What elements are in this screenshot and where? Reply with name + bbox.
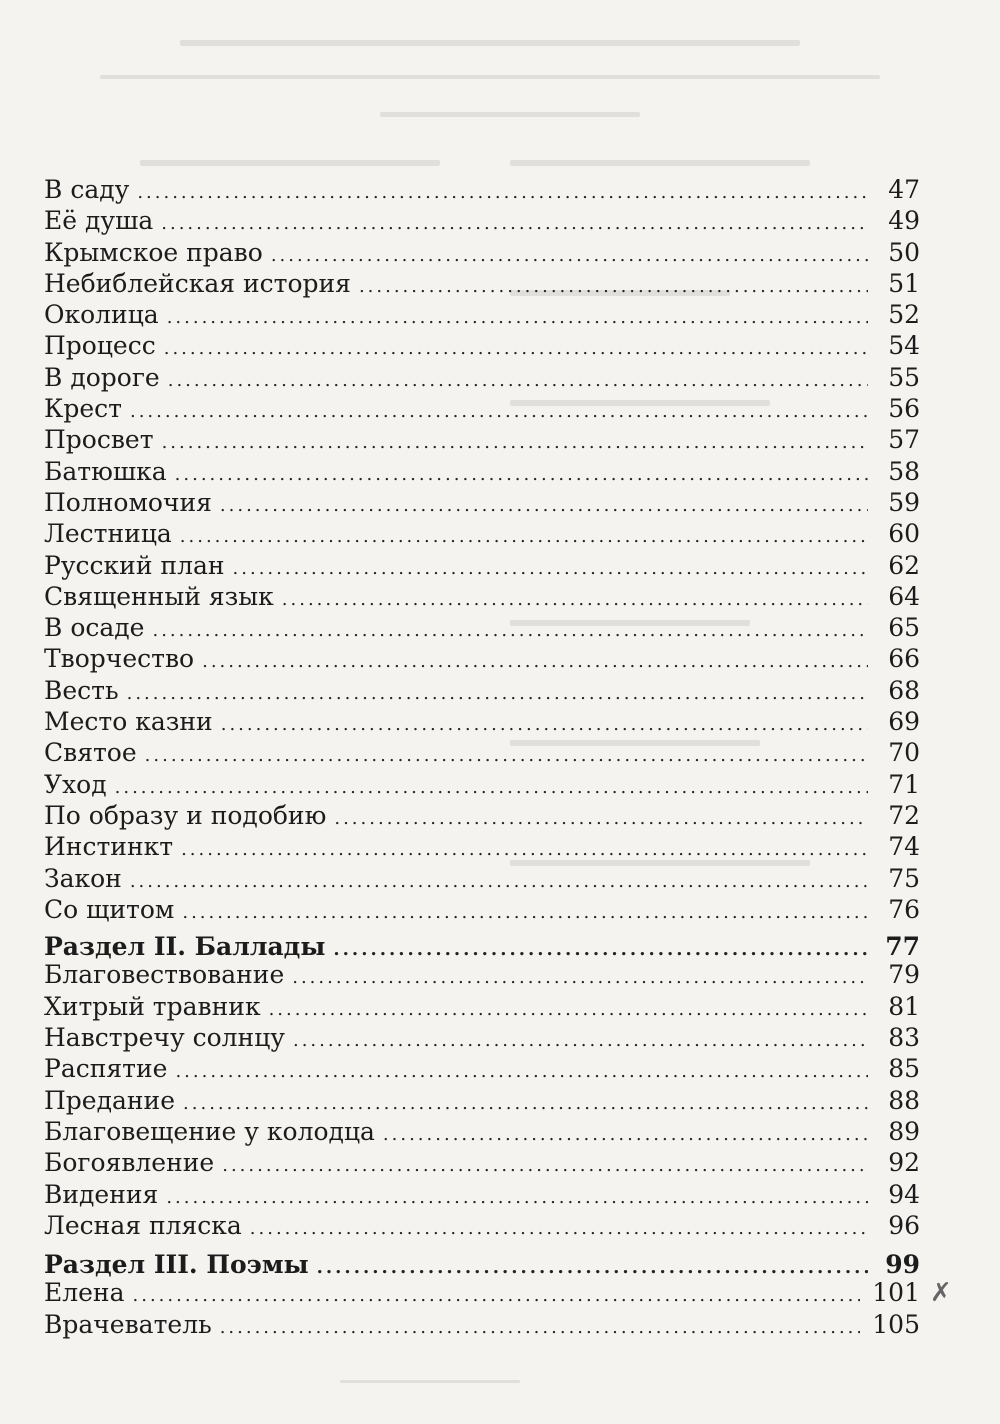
leader-dots (162, 427, 868, 458)
toc-entry (44, 1309, 920, 1340)
toc-entry-page: 64 (888, 581, 920, 611)
toc-entry (44, 769, 920, 800)
toc-entry-page: 74 (888, 832, 920, 862)
toc-entry (44, 991, 920, 1022)
toc-entry-page: 52 (888, 300, 920, 330)
leader-dots (333, 934, 868, 965)
toc-entry-page: 101 (872, 1278, 920, 1308)
leader-dots (180, 521, 868, 552)
toc-entry-title: В осаде (44, 613, 145, 643)
toc-entry (44, 393, 920, 424)
leader-dots (167, 302, 868, 333)
toc-entry-page: 96 (888, 1210, 920, 1240)
toc-entry-title: Предание (44, 1085, 176, 1115)
toc-entry-title: Инстинкт (44, 832, 174, 862)
section-title: Раздел II. Баллады (44, 932, 326, 962)
toc-entry-title: Крымское право (44, 237, 263, 267)
toc-entry-page: 72 (888, 800, 920, 830)
toc-entry-page: 47 (888, 175, 920, 204)
leader-dots (145, 740, 868, 771)
toc-entry (44, 299, 920, 330)
leader-dots (166, 1182, 868, 1213)
toc-entry (44, 1116, 920, 1147)
toc-entry-title: Лесная пляска (44, 1210, 242, 1240)
toc-section-heading (44, 931, 920, 962)
toc-entry-title: Благовествование (44, 960, 285, 990)
toc-entry-title: Со щитом (44, 894, 175, 924)
toc-entry-title: Околица (44, 300, 159, 330)
leader-dots (293, 1025, 868, 1056)
toc-entry (44, 487, 920, 518)
toc-entry-title: Творчество (44, 644, 195, 674)
toc-entry-page: 69 (888, 707, 920, 737)
toc-entry-title: Место казни (44, 707, 213, 737)
leader-dots (282, 584, 868, 615)
toc-entry (44, 1210, 920, 1241)
toc-entry (44, 581, 920, 612)
toc-entry (44, 456, 920, 487)
toc-entry-page: 65 (888, 613, 920, 643)
toc-entry (44, 1277, 920, 1308)
toc-entry-page: 49 (888, 206, 920, 236)
toc-entry (44, 737, 920, 768)
toc-entry-title: Елена (44, 1278, 125, 1308)
toc-entry (44, 1179, 920, 1210)
toc-entry-title: Лестница (44, 519, 172, 549)
leader-dots (133, 1280, 861, 1311)
toc-entry-page: 60 (888, 519, 920, 549)
toc-entry (44, 863, 920, 894)
toc-entry-title: Небиблейская история (44, 268, 351, 298)
leader-dots (152, 615, 868, 646)
toc-entry-page: 62 (888, 550, 920, 580)
toc-entry-title: Врачеватель (44, 1309, 212, 1339)
toc-entry (44, 174, 920, 205)
toc-entry-page: 76 (888, 894, 920, 924)
leader-dots (220, 490, 868, 521)
toc-entry-page: 105 (872, 1309, 920, 1339)
toc-entry-title: Богоявление (44, 1148, 215, 1178)
toc-entry-page: 50 (888, 237, 920, 267)
toc-entry (44, 831, 920, 862)
toc-entry-title: Уход (44, 769, 107, 799)
toc-entry (44, 959, 920, 990)
toc-entry-page: 66 (888, 644, 920, 674)
leader-dots (130, 866, 868, 897)
toc-entry-title: Святое (44, 738, 137, 768)
toc-entry-title: В саду (44, 175, 130, 204)
toc-entry-title: Процесс (44, 331, 156, 361)
pencil-mark-icon: ✗ (930, 1278, 952, 1308)
leader-dots (233, 553, 868, 584)
leader-dots (183, 1088, 868, 1119)
toc-entry-page: 89 (888, 1116, 920, 1146)
leader-dots (175, 1056, 868, 1087)
toc-entry-page: 56 (888, 394, 920, 424)
toc-entry-title: Благовещение у колодца (44, 1116, 375, 1146)
toc-entry-page: 94 (888, 1179, 920, 1209)
leader-dots (222, 1150, 868, 1181)
toc-entry-title: Закон (44, 863, 122, 893)
toc-entry (44, 706, 920, 737)
toc-entry-title: Священный язык (44, 581, 274, 611)
leader-dots (137, 177, 868, 208)
toc-entry (44, 800, 920, 831)
toc-entry (44, 1085, 920, 1116)
toc-entry (44, 1053, 920, 1084)
toc-entry-page: 55 (888, 362, 920, 392)
leader-dots (182, 897, 868, 928)
toc-entry-title: Её душа (44, 206, 154, 236)
toc-entry (44, 518, 920, 549)
toc-entry-page: 58 (888, 456, 920, 486)
toc-entry (44, 1022, 920, 1053)
toc-entry-title: Хитрый травник (44, 991, 261, 1021)
toc-entry (44, 330, 920, 361)
toc-entry-page: 81 (888, 991, 920, 1021)
toc-section-heading (44, 1249, 920, 1280)
leader-dots (220, 1312, 861, 1343)
toc-entry-title: Полномочия (44, 487, 212, 517)
toc-entry-page: 88 (888, 1085, 920, 1115)
toc-entry-page: 70 (888, 738, 920, 768)
toc-entry-page: 75 (888, 863, 920, 893)
leader-dots (250, 1213, 868, 1244)
toc-entry-page: 68 (888, 675, 920, 705)
toc-entry (44, 268, 920, 299)
toc-entry-page: 79 (888, 960, 920, 990)
toc-entry-page: 57 (888, 425, 920, 455)
toc-entry-title: Русский план (44, 550, 225, 580)
leader-dots (164, 333, 868, 364)
leader-dots (130, 396, 868, 427)
toc-entry-page: 54 (888, 331, 920, 361)
section-page: 77 (885, 932, 920, 962)
leader-dots (269, 994, 868, 1025)
toc-entry-title: По образу и подобию (44, 800, 327, 830)
toc-entry (44, 205, 920, 236)
toc-entry-title: Распятие (44, 1054, 168, 1084)
toc-entry-page: 85 (888, 1054, 920, 1084)
toc-entry-page: 83 (888, 1023, 920, 1053)
toc-entry (44, 612, 920, 643)
toc-entry-title: Видения (44, 1179, 159, 1209)
toc-entry-title: Просвет (44, 425, 154, 455)
toc-entry-title: Батюшка (44, 456, 167, 486)
leader-dots (221, 709, 868, 740)
leader-dots (127, 678, 868, 709)
toc-entry-page: 51 (888, 268, 920, 298)
leader-dots (161, 208, 868, 239)
leader-dots (359, 271, 868, 302)
toc-entry (44, 362, 920, 393)
leader-dots (168, 365, 868, 396)
toc-entry (44, 643, 920, 674)
toc-entry-page: 71 (888, 769, 920, 799)
leader-dots (271, 240, 868, 271)
section-title: Раздел III. Поэмы (44, 1250, 309, 1280)
toc-entry-page: 92 (888, 1148, 920, 1178)
toc-entry-title: Крест (44, 394, 122, 424)
leader-dots (175, 459, 868, 490)
leader-dots (317, 1252, 868, 1283)
leader-dots (115, 772, 868, 803)
table-of-contents (44, 174, 920, 1340)
toc-entry (44, 424, 920, 455)
toc-entry-title: Навстречу солнцу (44, 1023, 285, 1053)
toc-entry (44, 237, 920, 268)
toc-entry-page: 59 (888, 487, 920, 517)
toc-entry-title: В дороге (44, 362, 160, 392)
toc-entry (44, 550, 920, 581)
leader-dots (292, 962, 868, 993)
leader-dots (181, 834, 868, 865)
section-page: 99 (885, 1250, 920, 1280)
leader-dots (383, 1119, 868, 1150)
leader-dots (334, 803, 868, 834)
toc-entry-title: Весть (44, 675, 119, 705)
toc-entry (44, 1147, 920, 1178)
toc-entry (44, 894, 920, 925)
leader-dots (202, 646, 868, 677)
toc-entry (44, 675, 920, 706)
